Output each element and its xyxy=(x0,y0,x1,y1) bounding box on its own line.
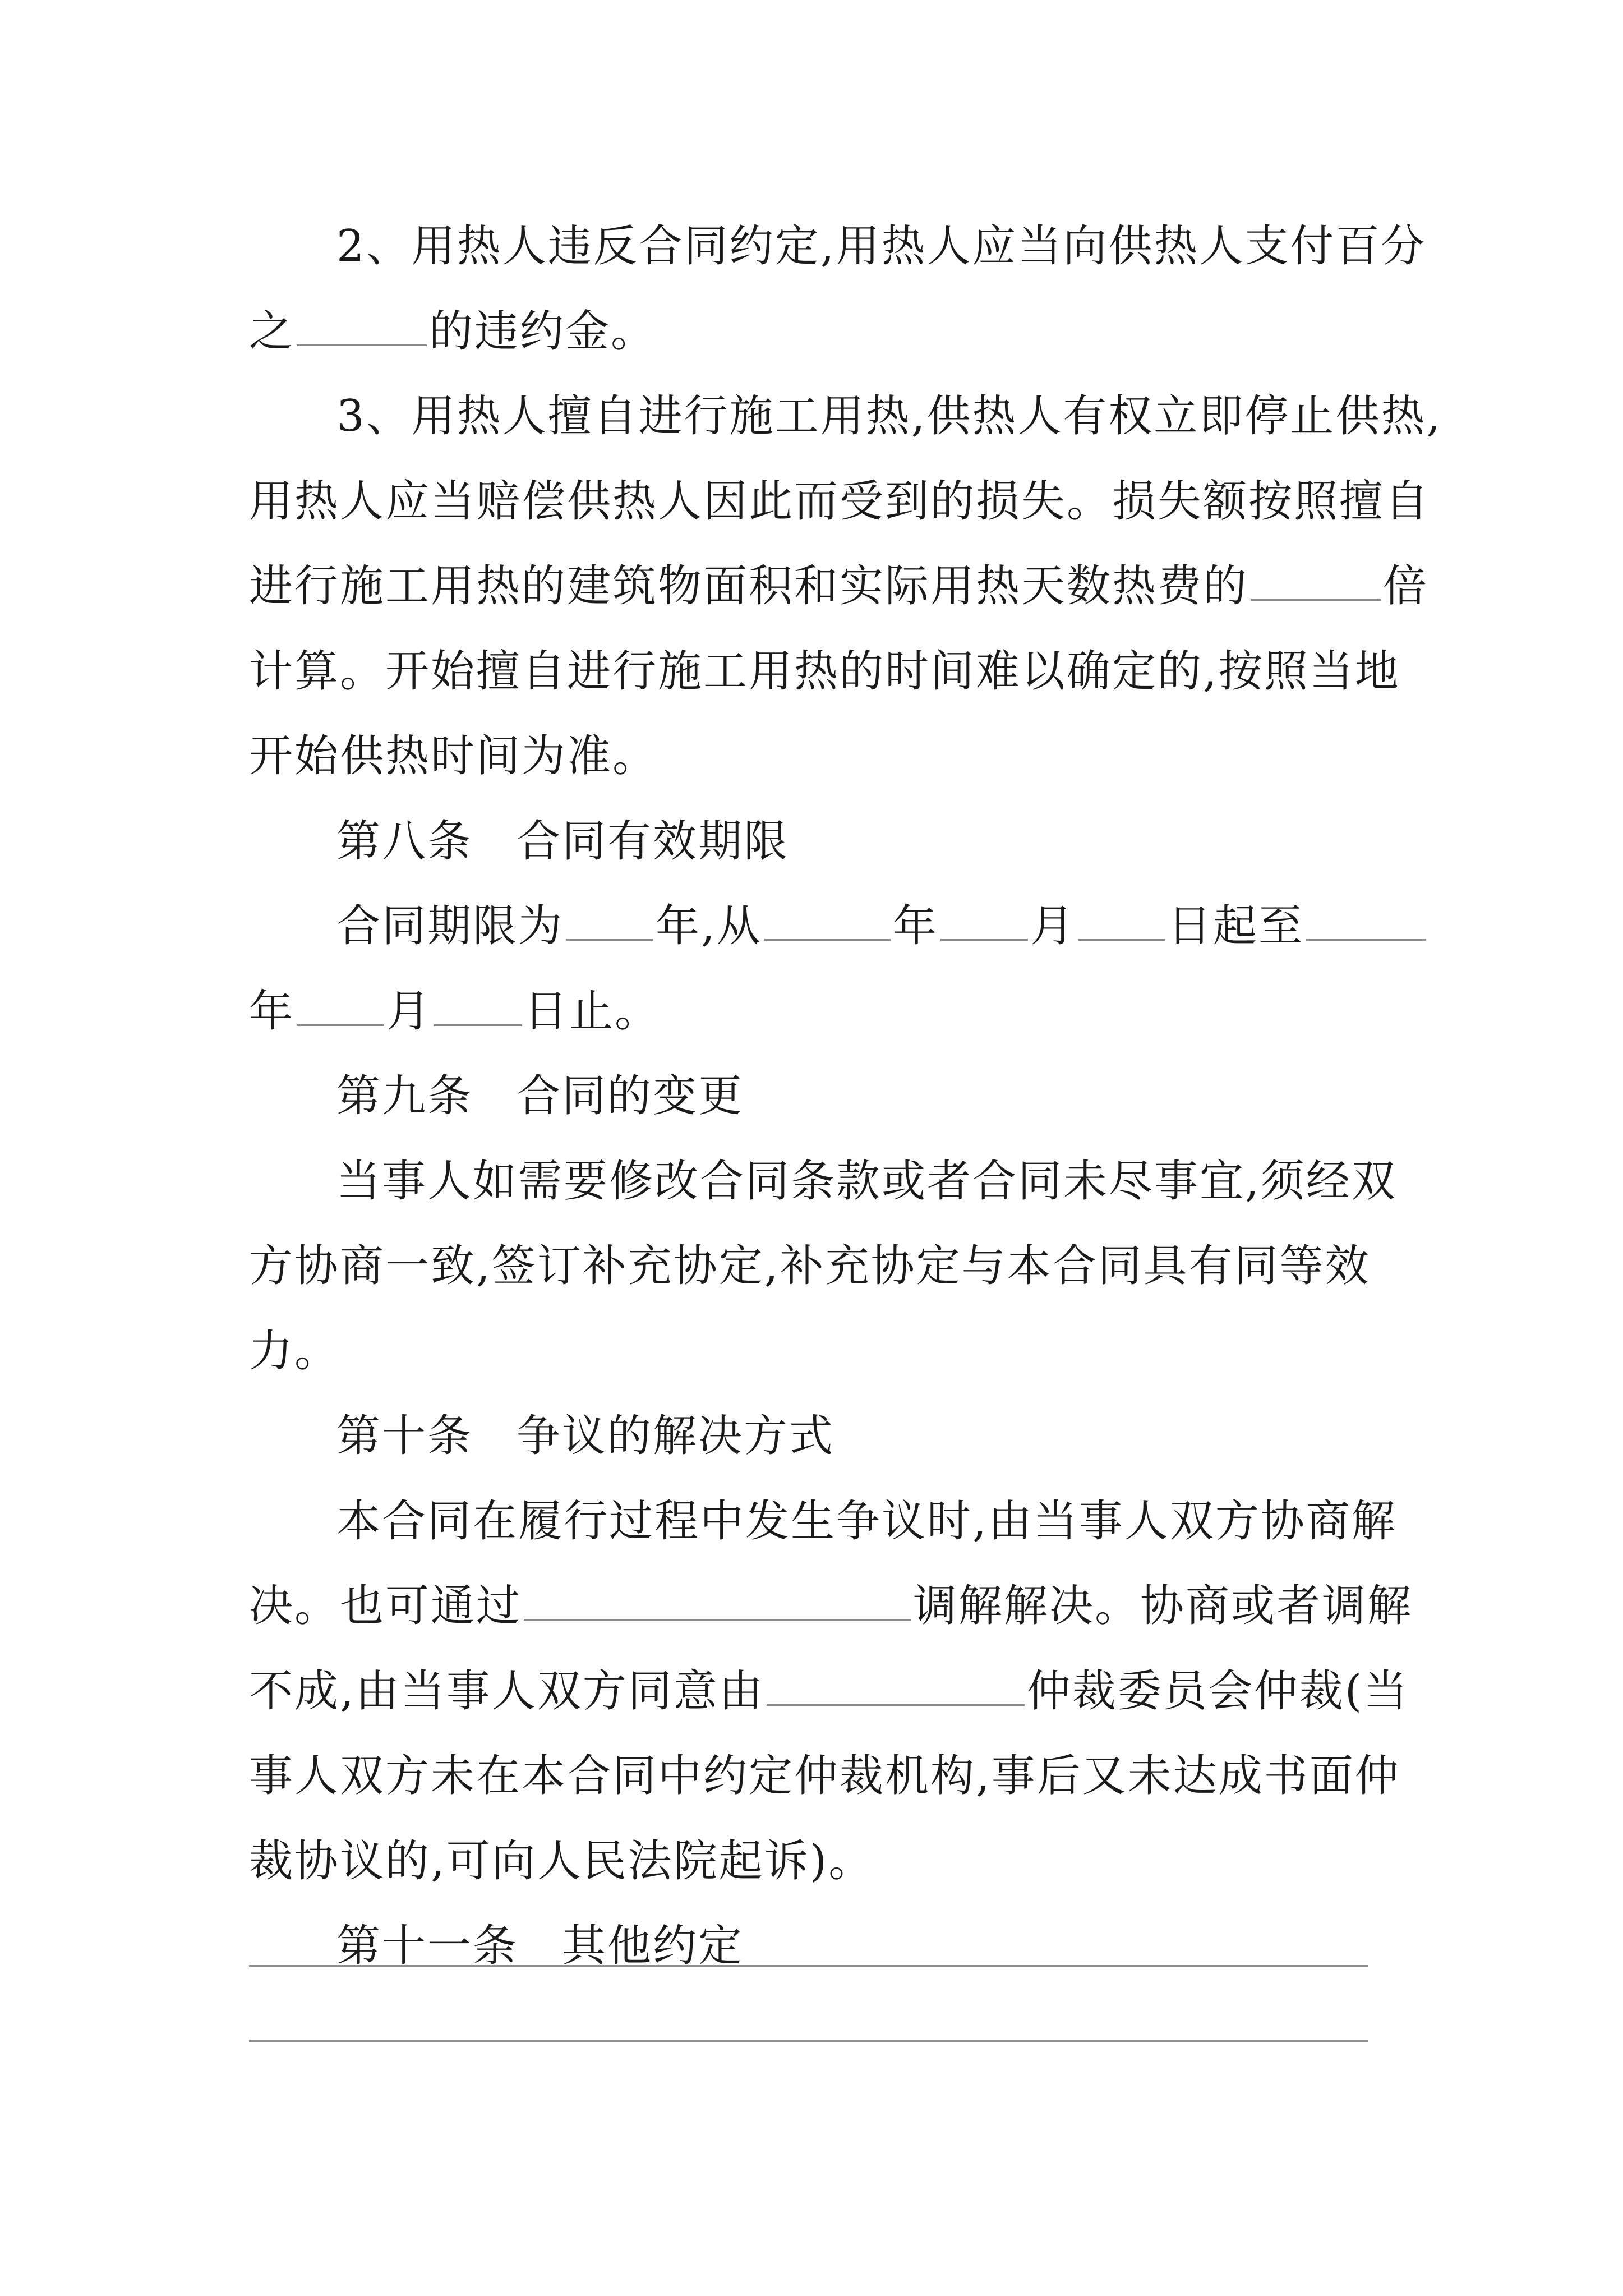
clause-3-text: 开始供热时间为准。 xyxy=(249,731,658,781)
article-11-heading xyxy=(249,1904,1387,1989)
clause-3-text: 进行施工用热的建筑物面积和实际用热天数热费的 xyxy=(249,561,1249,611)
clause-3-text: 倍 xyxy=(1383,561,1429,611)
article-10-text: 裁协议的,可向人民法院起诉)。 xyxy=(249,1835,874,1887)
article-9-line-1 xyxy=(249,1139,1397,1225)
article-10-line-2 xyxy=(249,1564,1413,1649)
clause-3-line-4 xyxy=(249,629,1400,715)
end-year-blank xyxy=(1306,904,1426,941)
article-9-line-3 xyxy=(249,1309,1387,1395)
article-title: 争议的解决方式 xyxy=(517,1411,835,1461)
mediator-blank xyxy=(524,1584,911,1621)
end-day-blank xyxy=(434,990,522,1026)
article-9-text: 方协商一致,签订补充协定,补充协定与本合同具有同等效 xyxy=(249,1241,1371,1291)
term-text: 年 xyxy=(892,901,938,951)
article-10-line-3 xyxy=(249,1649,1409,1734)
start-year-blank xyxy=(764,904,891,941)
article-10-line-5 xyxy=(249,1819,1387,1904)
clause-3-line-3 xyxy=(249,544,1429,629)
term-text: 合同期限为 xyxy=(336,901,564,951)
article-number: 第十一条 xyxy=(336,1921,519,1971)
article-10-text: 决。也可通过 xyxy=(249,1581,522,1631)
article-8-heading xyxy=(249,799,1387,885)
arbitration-body-blank xyxy=(767,1669,1025,1706)
article-9-line-2 xyxy=(249,1224,1387,1309)
article-10-text: 事人双方未在本合同中约定仲裁机构,事后又未达成书面仲 xyxy=(249,1751,1400,1801)
clause-2-line-1 xyxy=(249,204,1427,289)
article-title: 合同的变更 xyxy=(517,1071,744,1121)
clause-3-line-1 xyxy=(249,374,1442,459)
other-terms-blank-line-1 xyxy=(249,1965,1368,1967)
term-years-blank xyxy=(566,904,653,941)
clause-2-text: 2、用热人违反合同约定,用热人应当向供热人支付百分 xyxy=(336,221,1427,272)
article-title: 合同有效期限 xyxy=(517,816,790,867)
article-8-line-1 xyxy=(249,884,1387,969)
article-10-text: 本合同在履行过程中发生争议时,由当事人双方协商解 xyxy=(336,1496,1397,1547)
article-10-text: 调解解决。协商或者调解 xyxy=(913,1581,1413,1631)
article-9-text: 力。 xyxy=(249,1326,340,1377)
clause-3-text: 计算。开始擅自进行施工用热的时间难以确定的,按照当地 xyxy=(249,646,1400,697)
article-10-line-1 xyxy=(249,1479,1397,1565)
article-8-line-2 xyxy=(249,969,1387,1055)
article-number: 第八条 xyxy=(336,816,473,867)
start-month-blank xyxy=(940,904,1028,941)
other-terms-blank-line-2 xyxy=(249,2040,1368,2042)
term-text: 年,从 xyxy=(656,901,762,951)
term-text: 日起至 xyxy=(1167,901,1304,951)
term-text: 日止。 xyxy=(524,986,661,1037)
clause-3-text: 3、用热人擅自进行施工用热,供热人有权立即停止供热, xyxy=(336,391,1442,441)
clause-3-line-2 xyxy=(249,459,1431,545)
term-text: 月 xyxy=(386,986,432,1037)
contract-body xyxy=(249,204,1442,1989)
article-title: 其他约定 xyxy=(562,1921,744,1971)
article-9-heading xyxy=(249,1054,1387,1139)
term-text: 月 xyxy=(1030,901,1076,951)
penalty-percent-blank xyxy=(297,310,427,346)
article-number: 第九条 xyxy=(336,1071,473,1121)
article-number: 第十条 xyxy=(336,1411,473,1461)
clause-2-text: 之 xyxy=(249,306,295,357)
clause-3-text: 用热人应当赔偿供热人因此而受到的损失。损失额按照擅自 xyxy=(249,476,1431,527)
article-10-text: 不成,由当事人双方同意由 xyxy=(249,1665,764,1717)
start-day-blank xyxy=(1078,904,1165,941)
multiplier-blank xyxy=(1251,564,1381,601)
clause-2-text: 的违约金。 xyxy=(429,306,657,357)
article-9-text: 当事人如需要修改合同条款或者合同未尽事宜,须经双 xyxy=(336,1156,1397,1207)
clause-3-line-5 xyxy=(249,714,1387,799)
end-month-blank xyxy=(297,990,384,1026)
term-text: 年 xyxy=(249,986,295,1037)
clause-2-line-2 xyxy=(249,289,1387,375)
article-10-heading xyxy=(249,1394,1387,1479)
article-10-line-4 xyxy=(249,1734,1400,1819)
article-10-text: 仲裁委员会仲裁(当 xyxy=(1026,1665,1409,1717)
